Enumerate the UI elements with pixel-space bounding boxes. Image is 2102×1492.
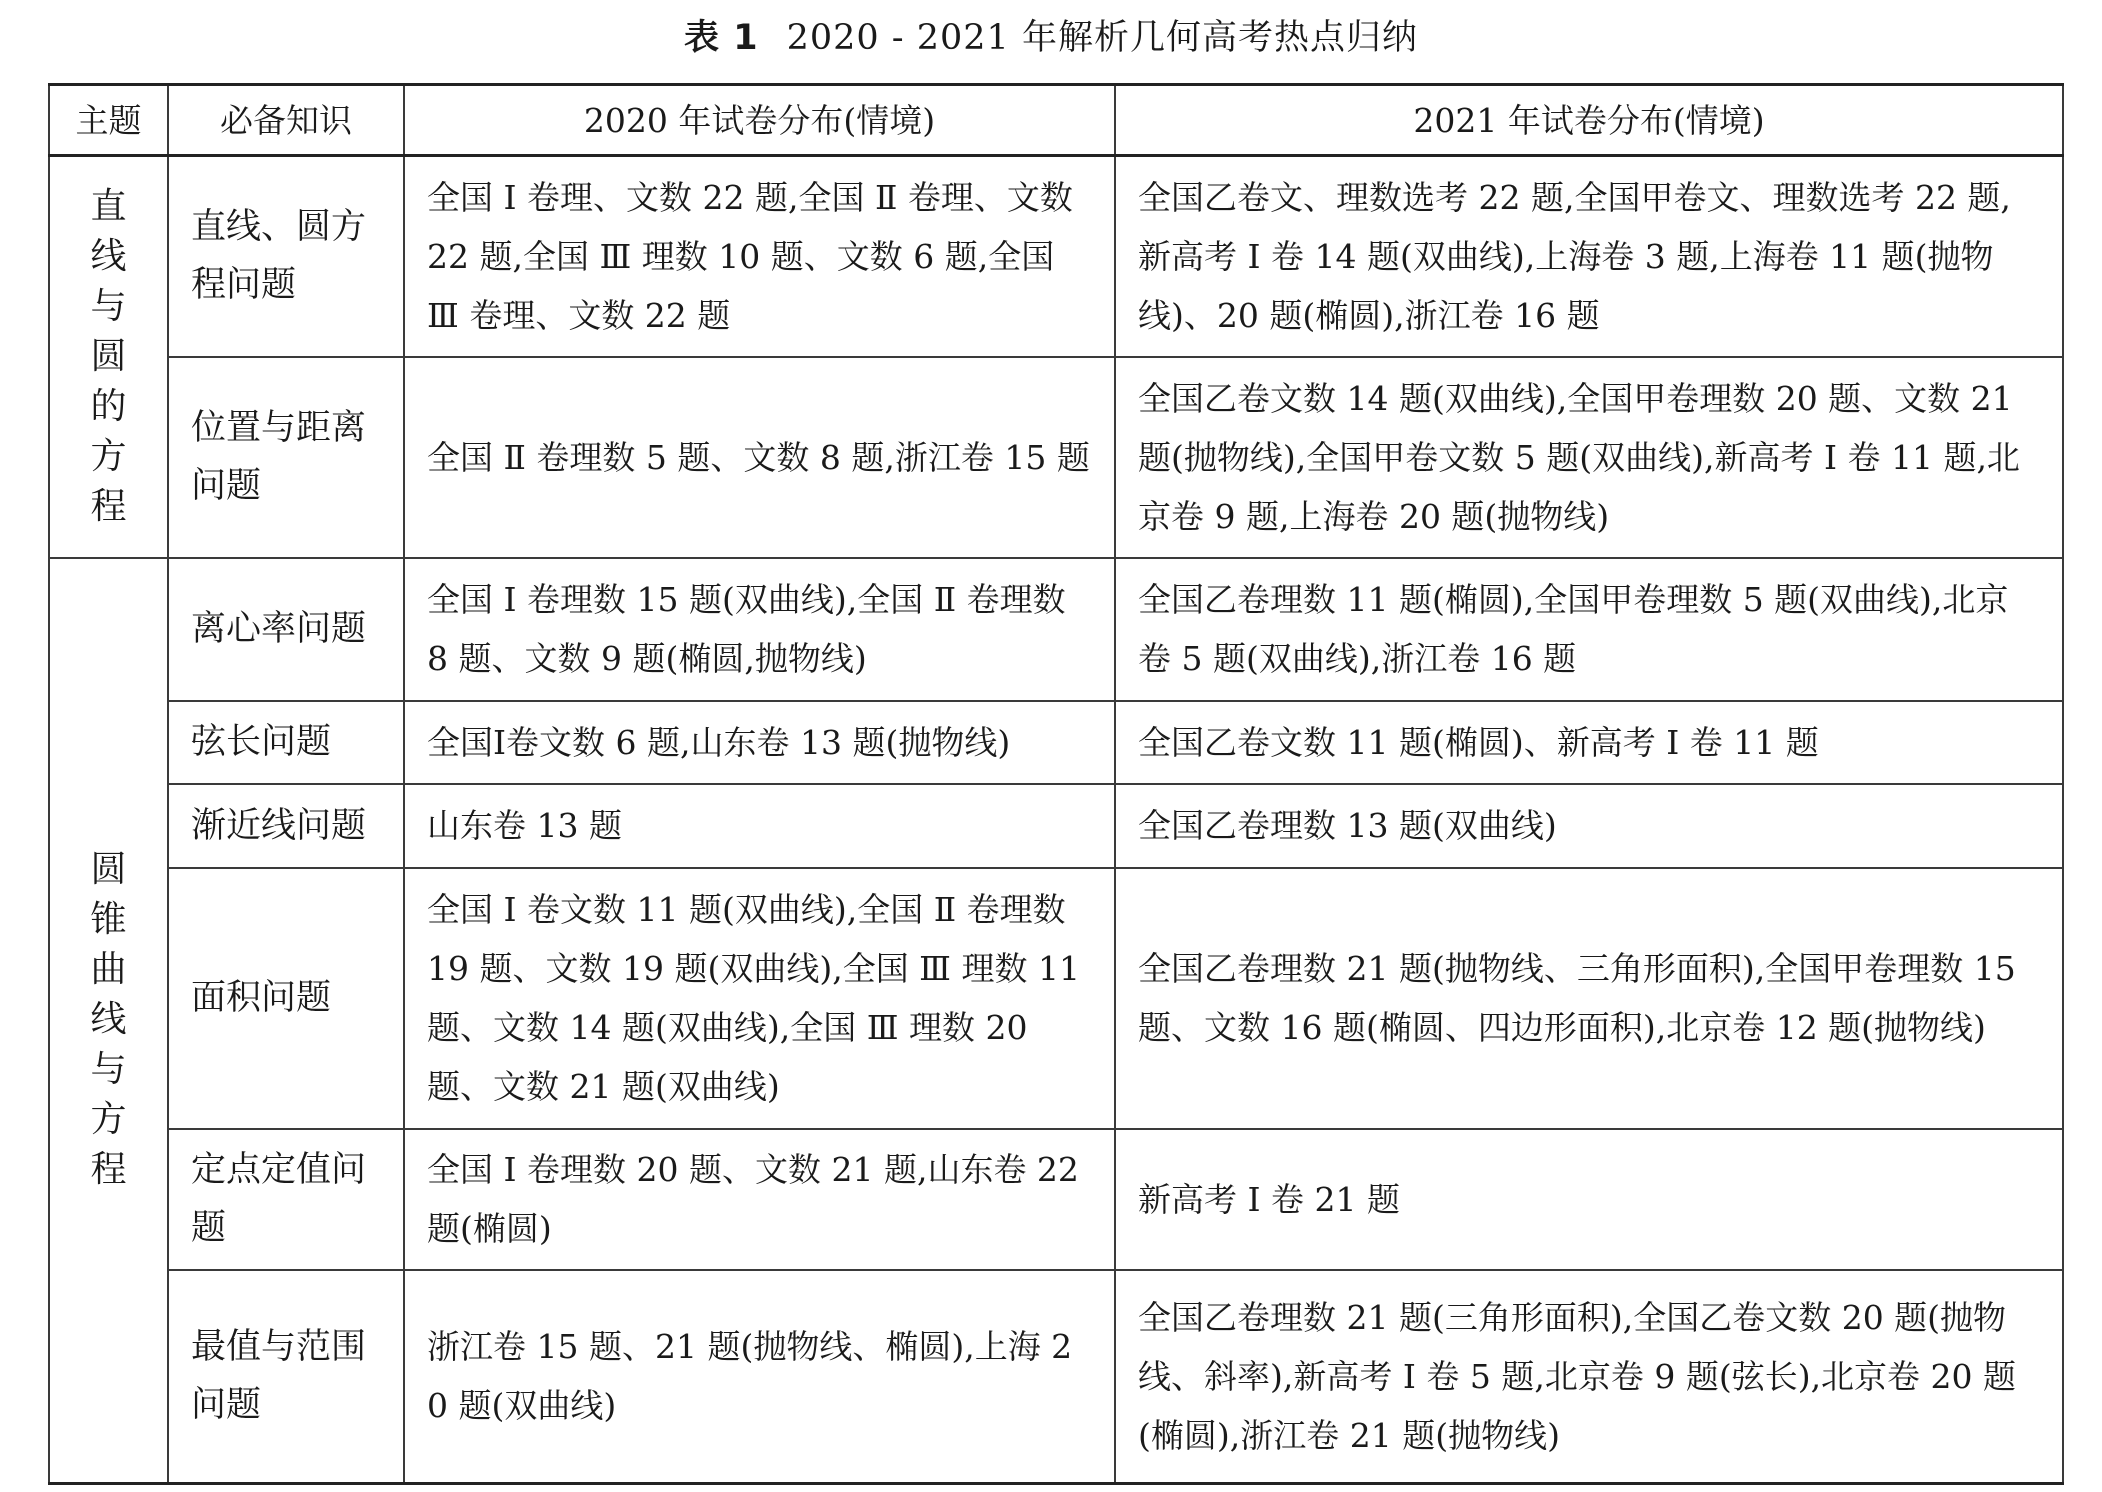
topic-char: 圆 [90,335,127,377]
topic-cell-conic [49,558,168,1484]
topic-char: 与 [90,1049,127,1091]
topic-char: 直 [90,185,127,227]
cell-2021: 全国乙卷理数 13 题(双曲线) [1115,784,2063,868]
knowledge-cell: 定点定值问题 [168,1129,404,1270]
topic-char: 程 [90,1149,127,1191]
cell-2020: 全国 Ⅰ 卷理数 15 题(双曲线),全国 Ⅱ 卷理数 8 题、文数 9 题(椭圆,抛物线) [404,558,1115,701]
cell-2021: 全国乙卷理数 21 题(抛物线、三角形面积),全国甲卷理数 15 题、文数 16 题(椭圆、四边形面积),北京卷 12 题(抛物线) [1115,868,2063,1129]
knowledge-cell: 位置与距离问题 [168,357,404,558]
header-knowledge: 必备知识 [168,85,404,156]
cell-2021: 全国乙卷文数 14 题(双曲线),全国甲卷理数 20 题、文数 21 题(抛物线),全国甲卷文数 5 题(双曲线),新高考 Ⅰ 卷 11 题,北京卷 9 题,上海卷 20 题(抛物线) [1115,357,2063,558]
cell-2020: 全国 Ⅱ 卷理数 5 题、文数 8 题,浙江卷 15 题 [404,357,1115,558]
table-row [49,558,2063,701]
cell-2021: 新高考 Ⅰ 卷 21 题 [1115,1129,2063,1270]
cell-2020: 全国 Ⅰ 卷理数 20 题、文数 21 题,山东卷 22 题(椭圆) [404,1129,1115,1270]
header-row [49,85,2063,156]
topic-char: 线 [90,235,127,277]
table-number: 表 1 [684,18,759,58]
hotspot-table [48,83,2064,1485]
cell-2020: 全国 Ⅰ 卷文数 11 题(双曲线),全国 Ⅱ 卷理数 19 题、文数 19 题(双曲线),全国 Ⅲ 理数 11 题、文数 14 题(双曲线),全国 Ⅲ 理数 20 题、文数 21 题(双曲线) [404,868,1115,1129]
table-row [49,868,2063,1129]
topic-char: 线 [90,999,127,1041]
topic-char: 方 [90,435,127,477]
cell-2021: 全国乙卷理数 11 题(椭圆),全国甲卷理数 5 题(双曲线),北京卷 5 题(双曲线),浙江卷 16 题 [1115,558,2063,701]
table-title: 2020 - 2021 年解析几何高考热点归纳 [786,18,1418,58]
knowledge-cell: 直线、圆方程问题 [168,156,404,357]
topic-char: 方 [90,1099,127,1141]
table-row [49,156,2063,357]
topic-char: 程 [90,485,127,527]
header-2020: 2020 年试卷分布(情境) [404,85,1115,156]
topic-char: 曲 [90,949,127,991]
topic-char: 锥 [90,899,127,941]
knowledge-cell: 最值与范围问题 [168,1270,404,1484]
header-topic: 主题 [49,85,168,156]
cell-2020: 全国Ⅰ卷文数 6 题,山东卷 13 题(抛物线) [404,701,1115,784]
cell-2020: 山东卷 13 题 [404,784,1115,868]
header-2021: 2021 年试卷分布(情境) [1115,85,2063,156]
cell-2020: 浙江卷 15 题、21 题(抛物线、椭圆),上海 20 题(双曲线) [404,1270,1115,1484]
table-row [49,357,2063,558]
table-row [49,701,2063,784]
topic-char: 的 [90,385,127,427]
cell-2021: 全国乙卷理数 21 题(三角形面积),全国乙卷文数 20 题(抛物线、斜率),新高考 Ⅰ 卷 5 题,北京卷 9 题(弦长),北京卷 20 题(椭圆),浙江卷 21 题(抛物线) [1115,1270,2063,1484]
cell-2020: 全国 Ⅰ 卷理、文数 22 题,全国 Ⅱ 卷理、文数 22 题,全国 Ⅲ 理数 10 题、文数 6 题,全国 Ⅲ 卷理、文数 22 题 [404,156,1115,357]
knowledge-cell: 面积问题 [168,868,404,1129]
knowledge-cell: 弦长问题 [168,701,404,784]
table-caption [0,12,2102,64]
topic-char: 与 [90,285,127,327]
table-row [49,1270,2063,1484]
topic-char: 圆 [90,849,127,891]
cell-2021: 全国乙卷文数 11 题(椭圆)、新高考 Ⅰ 卷 11 题 [1115,701,2063,784]
knowledge-cell: 渐近线问题 [168,784,404,868]
topic-cell-line-circle [49,156,168,558]
table-row [49,784,2063,868]
cell-2021: 全国乙卷文、理数选考 22 题,全国甲卷文、理数选考 22 题,新高考 Ⅰ 卷 14 题(双曲线),上海卷 3 题,上海卷 11 题(抛物线)、20 题(椭圆),浙江卷 16 题 [1115,156,2063,357]
knowledge-cell: 离心率问题 [168,558,404,701]
table-row [49,1129,2063,1270]
